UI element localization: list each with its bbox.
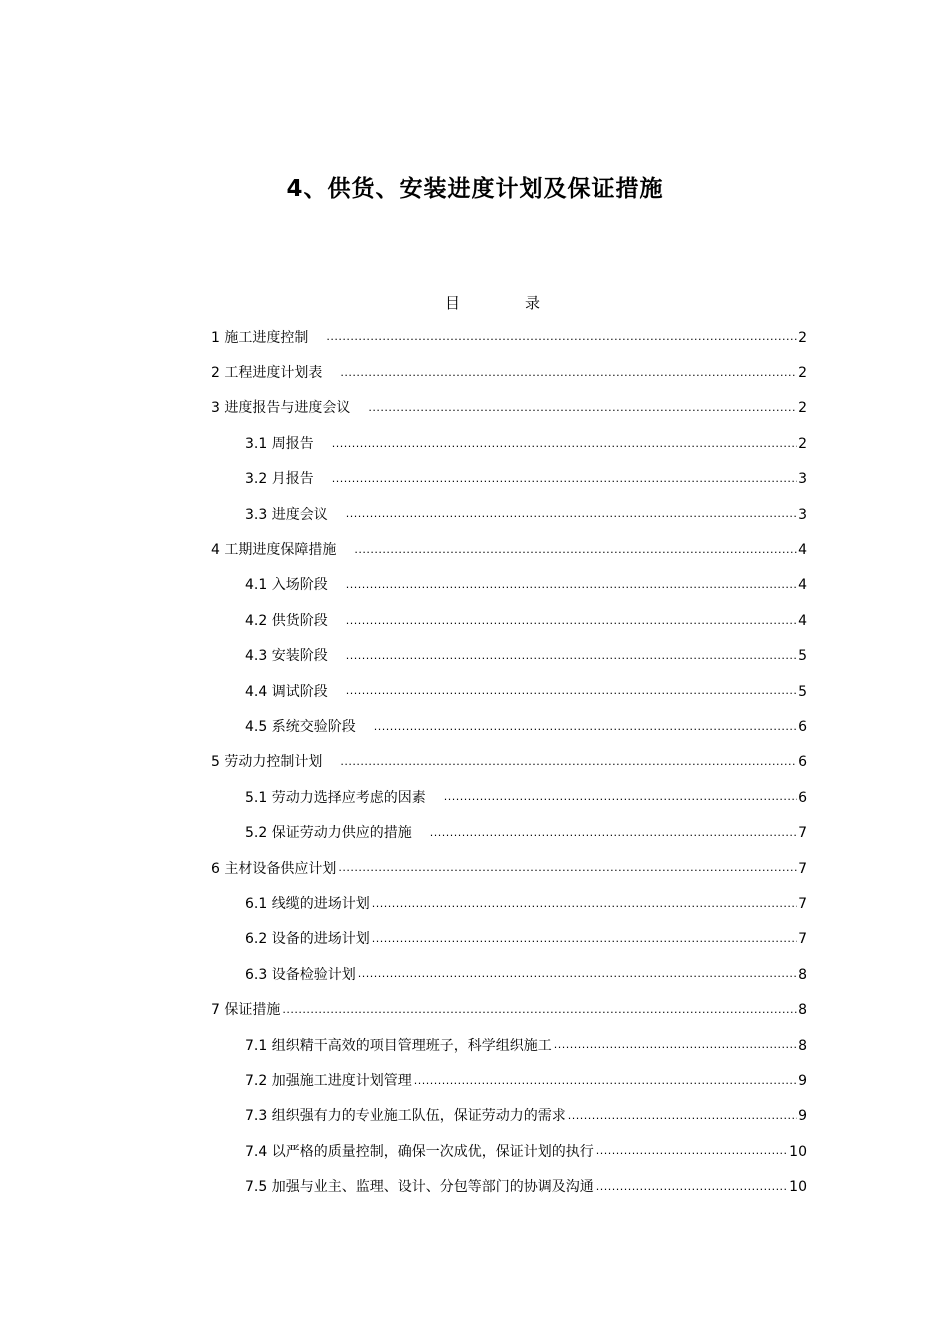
toc-entry-page: 2 <box>798 435 807 452</box>
toc-dot-leader <box>568 1107 797 1134</box>
toc-entry[interactable] <box>211 780 807 815</box>
toc-dot-leader <box>430 824 797 851</box>
toc-entry-label <box>211 329 324 347</box>
toc-entry-text: 保证劳动力供应的措施 <box>271 825 412 842</box>
toc-entry-number: 5.1 <box>245 789 268 806</box>
toc-entry[interactable] <box>211 391 807 426</box>
toc-entry-label <box>245 470 330 488</box>
toc-dot-leader <box>326 328 797 355</box>
toc-entry-label <box>211 753 338 771</box>
toc-entry-label <box>245 612 344 630</box>
toc-entry-number: 6 <box>211 860 220 877</box>
toc-entry-page: 5 <box>798 648 807 665</box>
toc-entry[interactable] <box>211 639 807 674</box>
toc-dot-leader <box>372 930 797 957</box>
toc-entry-text: 工程进度计划表 <box>224 365 323 382</box>
toc-entry-label <box>245 647 344 665</box>
toc-entry-page: 4 <box>798 542 807 559</box>
toc-dot-leader <box>374 718 797 745</box>
toc-dot-leader <box>354 541 797 568</box>
toc-entry-page: 4 <box>798 577 807 594</box>
toc-dot-leader <box>554 1036 797 1063</box>
toc-entry-number: 4.4 <box>245 683 268 700</box>
toc-entry-number: 4 <box>211 542 220 559</box>
toc-entry-number: 3.2 <box>245 471 268 488</box>
toc-entry-text: 设备的进场计划 <box>271 931 370 948</box>
toc-entry-label <box>211 1001 280 1019</box>
toc-entry-number: 3 <box>211 400 220 417</box>
toc-dot-leader <box>358 965 797 992</box>
toc-dot-leader <box>282 1001 797 1028</box>
toc-entry-number: 7.4 <box>245 1143 268 1160</box>
toc-entry-number: 7.1 <box>245 1037 268 1054</box>
toc-entry-page: 3 <box>798 471 807 488</box>
toc-entry[interactable] <box>211 1063 807 1098</box>
toc-entry-number: 6.1 <box>245 895 268 912</box>
toc-entry-page: 2 <box>798 329 807 346</box>
toc-entry-text: 周报告 <box>271 435 314 452</box>
toc-entry-page: 7 <box>798 931 807 948</box>
toc-entry-text: 进度会议 <box>271 506 328 523</box>
toc-entry-label <box>245 966 356 984</box>
toc-entry-text: 入场阶段 <box>271 577 328 594</box>
toc-entry-label <box>245 506 344 524</box>
toc-dot-leader <box>332 435 797 462</box>
toc-entry-text: 工期进度保障措施 <box>224 542 337 559</box>
toc-entry-number: 7 <box>211 1002 220 1019</box>
toc-entry-page: 9 <box>798 1072 807 1089</box>
toc-entry[interactable] <box>211 815 807 850</box>
toc-entry-label <box>245 718 372 736</box>
toc-entry[interactable] <box>211 886 807 921</box>
toc-dot-leader <box>372 895 797 922</box>
toc-entry-label <box>245 789 442 807</box>
document-title: 4、供货、安装进度计划及保证措施 <box>286 176 664 202</box>
toc-entry[interactable] <box>211 603 807 638</box>
toc-entry-number: 5 <box>211 754 220 771</box>
toc-entry-page: 6 <box>798 789 807 806</box>
toc-entry-number: 7.3 <box>245 1108 268 1125</box>
toc-entry[interactable] <box>211 355 807 390</box>
toc-entry-page: 6 <box>798 718 807 735</box>
toc-entry[interactable] <box>211 320 807 355</box>
toc-entry-number: 4.5 <box>245 718 268 735</box>
toc-entry-label <box>245 895 370 913</box>
toc-entry-number: 7.5 <box>245 1179 268 1196</box>
toc-dot-leader <box>596 1178 788 1205</box>
toc-dot-leader <box>414 1072 797 1099</box>
toc-entry-page: 3 <box>798 506 807 523</box>
toc-entry-text: 设备检验计划 <box>271 966 356 983</box>
toc-entry-number: 1 <box>211 329 220 346</box>
toc-entry[interactable] <box>211 992 807 1027</box>
toc-entry-page: 8 <box>798 966 807 983</box>
toc-entry-page: 9 <box>798 1108 807 1125</box>
toc-entry-text: 调试阶段 <box>271 683 328 700</box>
toc-entry-text: 线缆的进场计划 <box>271 895 370 912</box>
toc-heading-right: 录 <box>524 294 541 312</box>
toc-entry-page: 7 <box>798 860 807 877</box>
toc-entry[interactable] <box>211 426 807 461</box>
toc-entry-number: 6.3 <box>245 966 268 983</box>
toc-entry-number: 3.1 <box>245 435 268 452</box>
toc-entry-text: 安装阶段 <box>271 648 328 665</box>
toc-entry-label <box>211 399 366 417</box>
toc-dot-leader <box>340 364 797 391</box>
toc-entry[interactable] <box>211 1028 807 1063</box>
toc-entry-label <box>245 1143 594 1161</box>
toc-entry[interactable] <box>211 922 807 957</box>
toc-entry-page: 10 <box>789 1179 807 1196</box>
toc-entry-label <box>211 541 352 559</box>
toc-dot-leader <box>346 505 797 532</box>
toc-entry-page: 8 <box>798 1037 807 1054</box>
toc-heading <box>0 292 950 313</box>
toc-entry-text: 组织精干高效的项目管理班子，科学组织施工 <box>271 1037 552 1054</box>
toc-entry-page: 4 <box>798 612 807 629</box>
toc-entry-number: 2 <box>211 365 220 382</box>
toc-entry-text: 月报告 <box>271 471 314 488</box>
toc-entry[interactable] <box>211 1169 807 1204</box>
table-of-contents <box>211 320 807 1205</box>
toc-entry-number: 6.2 <box>245 931 268 948</box>
toc-entry-text: 劳动力选择应考虑的因素 <box>271 789 426 806</box>
toc-entry-text: 进度报告与进度会议 <box>224 400 351 417</box>
toc-entry[interactable] <box>211 568 807 603</box>
toc-dot-leader <box>368 399 797 426</box>
toc-entry[interactable] <box>211 851 807 886</box>
toc-entry-page: 6 <box>798 754 807 771</box>
toc-entry-number: 4.3 <box>245 648 268 665</box>
toc-entry-text: 系统交验阶段 <box>271 718 356 735</box>
toc-entry-page: 2 <box>798 400 807 417</box>
toc-entry-page: 8 <box>798 1002 807 1019</box>
toc-entry-text: 施工进度控制 <box>224 329 309 346</box>
toc-entry-label <box>245 1107 566 1125</box>
toc-entry-label <box>245 576 344 594</box>
toc-entry[interactable] <box>211 709 807 744</box>
toc-entry-text: 加强施工进度计划管理 <box>271 1072 412 1089</box>
toc-entry-label <box>245 435 330 453</box>
toc-entry-number: 5.2 <box>245 825 268 842</box>
toc-entry-text: 供货阶段 <box>271 612 328 629</box>
toc-dot-leader <box>332 470 797 497</box>
toc-entry-number: 3.3 <box>245 506 268 523</box>
toc-entry-label <box>245 1178 594 1196</box>
toc-entry-label <box>211 860 336 878</box>
toc-entry-text: 保证措施 <box>224 1002 281 1019</box>
toc-entry-label <box>245 824 428 842</box>
toc-entry-label <box>211 364 338 382</box>
toc-entry-page: 5 <box>798 683 807 700</box>
toc-entry[interactable] <box>211 462 807 497</box>
toc-entry-page: 10 <box>789 1143 807 1160</box>
toc-entry-number: 4.1 <box>245 577 268 594</box>
toc-entry[interactable] <box>211 1134 807 1169</box>
toc-entry-text: 劳动力控制计划 <box>224 754 323 771</box>
toc-heading-left: 目 <box>445 294 462 312</box>
toc-entry-text: 主材设备供应计划 <box>224 860 337 877</box>
toc-entry-text: 组织强有力的专业施工队伍，保证劳动力的需求 <box>271 1108 566 1125</box>
toc-dot-leader <box>346 682 797 709</box>
toc-entry[interactable] <box>211 532 807 567</box>
toc-entry-label <box>245 683 344 701</box>
toc-entry-page: 2 <box>798 365 807 382</box>
toc-entry[interactable] <box>211 674 807 709</box>
toc-entry[interactable] <box>211 497 807 532</box>
toc-entry-label <box>245 1037 552 1055</box>
toc-dot-leader <box>338 859 797 886</box>
toc-entry[interactable] <box>211 1099 807 1134</box>
toc-entry-text: 加强与业主、监理、设计、分包等部门的协调及沟通 <box>271 1179 594 1196</box>
toc-entry-label <box>245 1072 412 1090</box>
toc-entry[interactable] <box>211 957 807 992</box>
toc-entry-text: 以严格的质量控制，确保一次成优，保证计划的执行 <box>271 1143 594 1160</box>
toc-entry-label <box>245 930 370 948</box>
toc-dot-leader <box>346 647 797 674</box>
toc-dot-leader <box>596 1142 788 1169</box>
toc-dot-leader <box>346 576 797 603</box>
toc-entry-number: 4.2 <box>245 612 268 629</box>
toc-entry-number: 7.2 <box>245 1072 268 1089</box>
toc-entry-page: 7 <box>798 895 807 912</box>
toc-dot-leader <box>340 753 797 780</box>
toc-entry-page: 7 <box>798 825 807 842</box>
toc-dot-leader <box>444 788 797 815</box>
toc-entry[interactable] <box>211 745 807 780</box>
toc-dot-leader <box>346 612 797 639</box>
